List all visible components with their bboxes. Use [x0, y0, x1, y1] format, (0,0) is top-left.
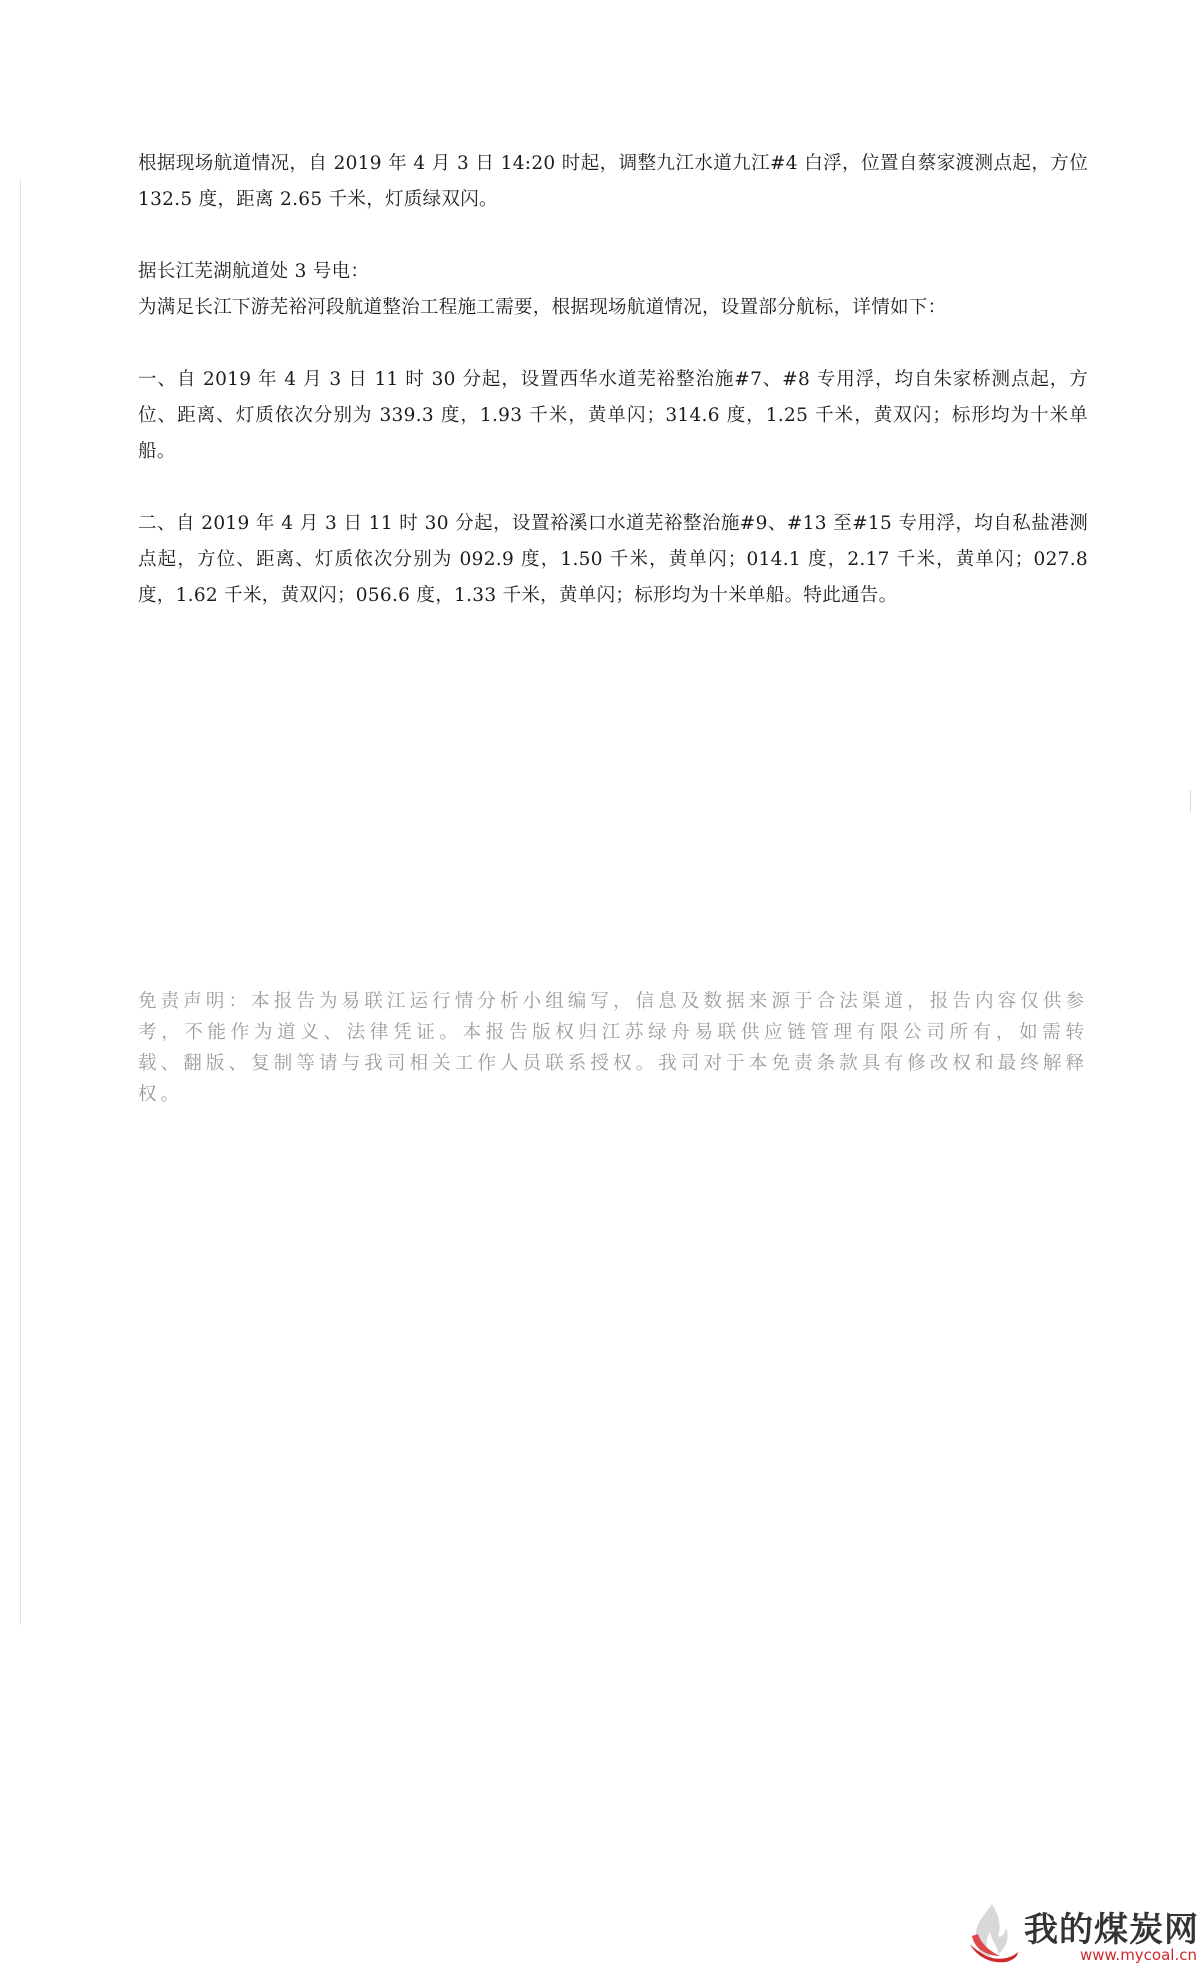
scan-margin-mark [1190, 790, 1191, 812]
document-body [138, 146, 1088, 614]
site-watermark-logo [962, 1900, 1199, 1966]
paragraph-item-two: 二、自 2019 年 4 月 3 日 11 时 30 分起，设置裕溪口水道芜裕整治施#9、#13 至#15 专用浮，均自私盐港测点起，方位、距离、灯质依次分别为 092.9 度，1.50 千米，黄单闪；014.1 度，2.17 千米，黄单闪；027.8 度，1.62 千米，黄双闪；056.6 度，1.33 千米，黄单闪；标形均为十米单船。特此通告。 [138, 513, 1088, 606]
scan-margin-line [20, 180, 21, 1625]
flame-logo-icon [962, 1900, 1020, 1966]
disclaimer-text: 免责声明：本报告为易联江运行情分析小组编写，信息及数据来源于合法渠道，报告内容仅供参考，不能作为道义、法律凭证。本报告版权归江苏绿舟易联供应链管理有限公司所有，如需转载、翻版、复制等请与我司相关工作人员联系授权。我司对于本免责条款具有修改权和最终解释权。 [138, 991, 1088, 1105]
watermark-site-url: www.mycoal.cn [1080, 1946, 1197, 1964]
paragraph-purpose: 为满足长江下游芜裕河段航道整治工程施工需要，根据现场航道情况，设置部分航标，详情如下： [138, 297, 947, 318]
paragraph-source-notice: 据长江芜湖航道处 3 号电： [138, 261, 370, 282]
paragraph-jiujiang-buoy: 根据现场航道情况，自 2019 年 4 月 3 日 14:20 时起，调整九江水道九江#4 白浮，位置自蔡家渡测点起，方位 132.5 度，距离 2.65 千米，灯质绿双闪。 [138, 153, 1088, 210]
watermark-site-name: 我的煤炭网 [1024, 1910, 1199, 1950]
paragraph-item-one: 一、自 2019 年 4 月 3 日 11 时 30 分起，设置西华水道芜裕整治施#7、#8 专用浮，均自朱家桥测点起，方位、距离、灯质依次分别为 339.3 度，1.93 千米，黄单闪；314.6 度，1.25 千米，黄双闪；标形均为十米单船。 [138, 369, 1088, 462]
